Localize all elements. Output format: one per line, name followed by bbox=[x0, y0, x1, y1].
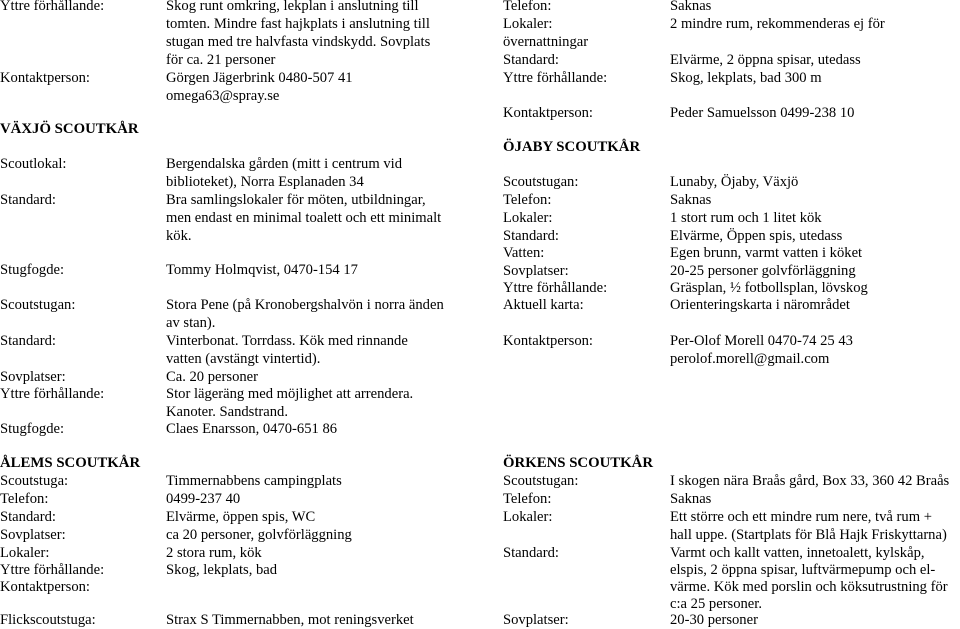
field-label: Aktuell karta: bbox=[503, 297, 584, 313]
field-label: Yttre förhållande: bbox=[0, 386, 105, 402]
section-heading-vaxjo: VÄXJÖ SCOUTKÅR bbox=[0, 121, 139, 137]
field-value: 2 mindre rum, rekommenderas ej för bbox=[670, 16, 885, 32]
field-value: Saknas bbox=[670, 192, 712, 208]
field-value: Lunaby, Öjaby, Växjö bbox=[670, 174, 799, 190]
field-value: I skogen nära Braås gård, Box 33, 360 42 Braås bbox=[670, 473, 950, 489]
field-value: Vinterbonat. Torrdass. Kök med rinnande bbox=[166, 333, 408, 349]
field-label: Sovplatser: bbox=[503, 263, 569, 279]
field-label: Flickscoutstuga: bbox=[0, 612, 96, 628]
field-label: Standard: bbox=[503, 545, 559, 561]
field-value: c:a 25 personer. bbox=[670, 596, 762, 612]
field-value: Skog, lekplats, bad bbox=[166, 562, 278, 578]
field-label: Scoutlokal: bbox=[0, 156, 67, 172]
field-label: Lokaler: bbox=[503, 509, 553, 525]
field-label: Scoutstugan: bbox=[0, 297, 76, 313]
field-value: Varmt och kallt vatten, innetoalett, kylskåp, bbox=[670, 545, 925, 561]
field-value: Strax S Timmernabben, mot reningsverket bbox=[166, 612, 414, 628]
field-value: hall uppe. (Startplats för Blå Hajk Friskyttarna) bbox=[670, 527, 947, 543]
field-value: stugan med tre halvfasta vindskydd. Sovplats bbox=[166, 34, 431, 50]
field-label: Telefon: bbox=[0, 491, 49, 507]
field-label: Kontaktperson: bbox=[0, 70, 90, 86]
field-label: Standard: bbox=[503, 52, 559, 68]
field-value: Peder Samuelsson 0499-238 10 bbox=[670, 105, 855, 121]
email-link[interactable]: perolof.morell@gmail.com bbox=[670, 351, 830, 367]
field-value: Ca. 20 personer bbox=[166, 369, 258, 385]
field-label: Kontaktperson: bbox=[503, 105, 593, 121]
field-label: Telefon: bbox=[503, 192, 552, 208]
field-value: Stor lägeräng med möjlighet att arrendera. bbox=[166, 386, 414, 402]
section-heading-ojaby: ÖJABY SCOUTKÅR bbox=[503, 139, 641, 155]
field-label: Stugfogde: bbox=[0, 421, 65, 437]
field-label: Telefon: bbox=[503, 491, 552, 507]
field-value: Saknas bbox=[670, 491, 712, 507]
field-label: Yttre förhållande: bbox=[503, 280, 608, 296]
field-label: Lokaler: bbox=[503, 210, 553, 226]
field-value: Claes Enarsson, 0470-651 86 bbox=[166, 421, 338, 437]
field-value: men endast en minimal toalett och ett minimalt bbox=[166, 210, 442, 226]
field-value: Elvärme, 2 öppna spisar, utedass bbox=[670, 52, 861, 68]
field-label: Kontaktperson: bbox=[503, 333, 593, 349]
field-label: Yttre förhållande: bbox=[503, 70, 608, 86]
field-label: Sovplatser: bbox=[0, 527, 66, 543]
field-label: Stugfogde: bbox=[0, 262, 65, 278]
field-value: Skog runt omkring, lekplan i anslutning till bbox=[166, 0, 419, 14]
field-value: av stan). bbox=[166, 315, 216, 331]
field-value: Skog, lekplats, bad 300 m bbox=[670, 70, 822, 86]
field-label: Kontaktperson: bbox=[0, 579, 90, 595]
field-value: biblioteket), Norra Esplanaden 34 bbox=[166, 174, 364, 190]
field-value: övernattningar bbox=[503, 34, 589, 50]
field-label: Vatten: bbox=[503, 245, 545, 261]
field-value: Elvärme, öppen spis, WC bbox=[166, 509, 316, 525]
field-value: 20-25 personer golvförläggning bbox=[670, 263, 856, 279]
field-value: Saknas bbox=[670, 0, 712, 14]
field-value: för ca. 21 personer bbox=[166, 52, 276, 68]
field-label: Lokaler: bbox=[0, 545, 50, 561]
field-value: Orienteringskarta i närområdet bbox=[670, 297, 850, 313]
field-value: Ett större och ett mindre rum nere, två rum + bbox=[670, 509, 932, 525]
field-value: Per-Olof Morell 0470-74 25 43 bbox=[670, 333, 853, 349]
field-value: kök. bbox=[166, 228, 192, 244]
field-value: elspis, 2 öppna spisar, luftvärmepump och el- bbox=[670, 562, 936, 578]
section-heading-alems: ÅLEMS SCOUTKÅR bbox=[0, 455, 141, 471]
field-label: Scoutstuga: bbox=[0, 473, 69, 489]
field-value: 1 stort rum och 1 litet kök bbox=[670, 210, 822, 226]
field-value: Stora Pene (på Kronobergshalvön i norra änden bbox=[166, 297, 444, 313]
field-label: Scoutstugan: bbox=[503, 174, 579, 190]
field-value: Kanoter. Sandstrand. bbox=[166, 404, 288, 420]
field-label: Sovplatser: bbox=[0, 369, 66, 385]
field-value: 20-30 personer bbox=[670, 612, 758, 628]
field-value: ca 20 personer, golvförläggning bbox=[166, 527, 352, 543]
field-label: Telefon: bbox=[503, 0, 552, 14]
field-value: 0499-237 40 bbox=[166, 491, 241, 507]
section-heading-orkens: ÖRKENS SCOUTKÅR bbox=[503, 455, 654, 471]
field-label: Standard: bbox=[0, 509, 56, 525]
field-value: 2 stora rum, kök bbox=[166, 545, 262, 561]
field-value: tomten. Mindre fast hajkplats i anslutning till bbox=[166, 16, 430, 32]
field-label: Yttre förhållande: bbox=[0, 0, 105, 14]
field-value: Görgen Jägerbrink 0480-507 41 bbox=[166, 70, 353, 86]
field-label: Standard: bbox=[503, 228, 559, 244]
field-label: Standard: bbox=[0, 333, 56, 349]
field-value: Timmernabbens campingplats bbox=[166, 473, 342, 489]
field-value: Bra samlingslokaler för möten, utbildningar, bbox=[166, 192, 426, 208]
field-value: Tommy Holmqvist, 0470-154 17 bbox=[166, 262, 358, 278]
field-value: Gräsplan, ½ fotbollsplan, lövskog bbox=[670, 280, 868, 296]
field-label: Scoutstugan: bbox=[503, 473, 579, 489]
email-link[interactable]: omega63@spray.se bbox=[166, 88, 280, 104]
field-value: vatten (avstängt vintertid). bbox=[166, 351, 321, 367]
field-value: Elvärme, Öppen spis, utedass bbox=[670, 228, 843, 244]
field-label: Lokaler: bbox=[503, 16, 553, 32]
field-label: Standard: bbox=[0, 192, 56, 208]
field-value: Egen brunn, varmt vatten i köket bbox=[670, 245, 863, 261]
field-label: Yttre förhållande: bbox=[0, 562, 105, 578]
field-value: Bergendalska gården (mitt i centrum vid bbox=[166, 156, 403, 172]
field-value: värme. Kök med porslin och köksutrustning för bbox=[670, 579, 948, 595]
field-label: Sovplatser: bbox=[503, 612, 569, 628]
